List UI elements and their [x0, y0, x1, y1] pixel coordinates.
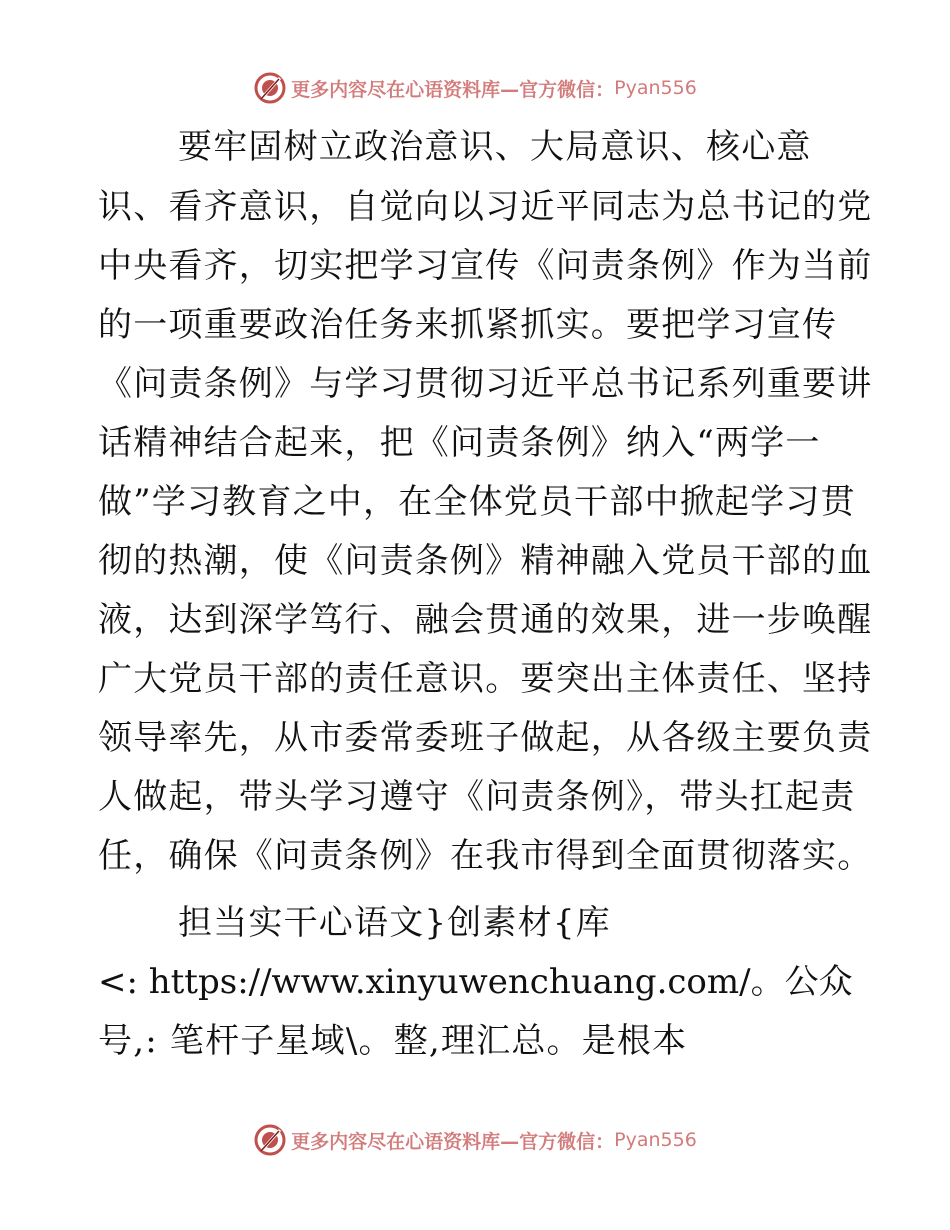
paragraph-2-line-2: <: https://www.xinyuwenchuang.com/。公众 [98, 962, 853, 1002]
banner-contact: Pyan556 [614, 1129, 697, 1151]
paragraph-1-line-10: 广大党员干部的责任意识。要突出主体责任、坚持 [98, 659, 873, 699]
paragraph-1-line-8: 彻的热潮，使《问责条例》精神融入党员干部的血 [98, 541, 873, 581]
paragraph-1-line-7: 做”学习教育之中，在全体党员干部中掀起学习贯 [98, 482, 856, 522]
paragraph-1-line-5: 《问责条例》与学习贯彻习近平总书记系列重要讲 [98, 364, 873, 404]
paragraph-1-line-4: 的一项重要政治任务来抓紧抓实。要把学习宣传 [98, 305, 838, 345]
paragraph-1-line-3: 中央看齐，切实把学习宣传《问责条例》作为当前 [98, 246, 873, 286]
paragraph-1-line-9: 液，达到深学笃行、融会贯通的效果，进一步唤醒 [98, 600, 873, 640]
paragraph-1-line-13: 任，确保《问责条例》在我市得到全面贯彻落实。 [98, 836, 873, 876]
pen-logo-icon [253, 71, 287, 105]
paragraph-1-line-1: 要牢固树立政治意识、大局意识、核心意 [178, 127, 812, 167]
paragraph-1-line-12: 人做起，带头学习遵守《问责条例》，带头扛起责 [98, 777, 856, 817]
banner-text: 更多内容尽在心语资料库—官方微信： [291, 1130, 615, 1153]
banner-contact: Pyan556 [614, 77, 697, 99]
paragraph-1-line-2: 识、看齐意识，自觉向以习近平同志为总书记的党 [98, 187, 873, 227]
paragraph-2-line-3: 号,: 笔杆子星域\。整,理汇总。是根本 [98, 1021, 688, 1061]
banner-text: 更多内容尽在心语资料库—官方微信： [291, 78, 615, 101]
header-banner [0, 68, 950, 108]
paragraph-2-line-1: 担当实干心语文}创素材{库 [178, 903, 611, 943]
footer-banner [0, 1120, 950, 1160]
pen-logo-icon [253, 1123, 287, 1157]
paragraph-1-line-6: 话精神结合起来，把《问责条例》纳入“两学一 [98, 423, 821, 463]
paragraph-1-line-11: 领导率先，从市委常委班子做起，从各级主要负责 [98, 718, 873, 758]
